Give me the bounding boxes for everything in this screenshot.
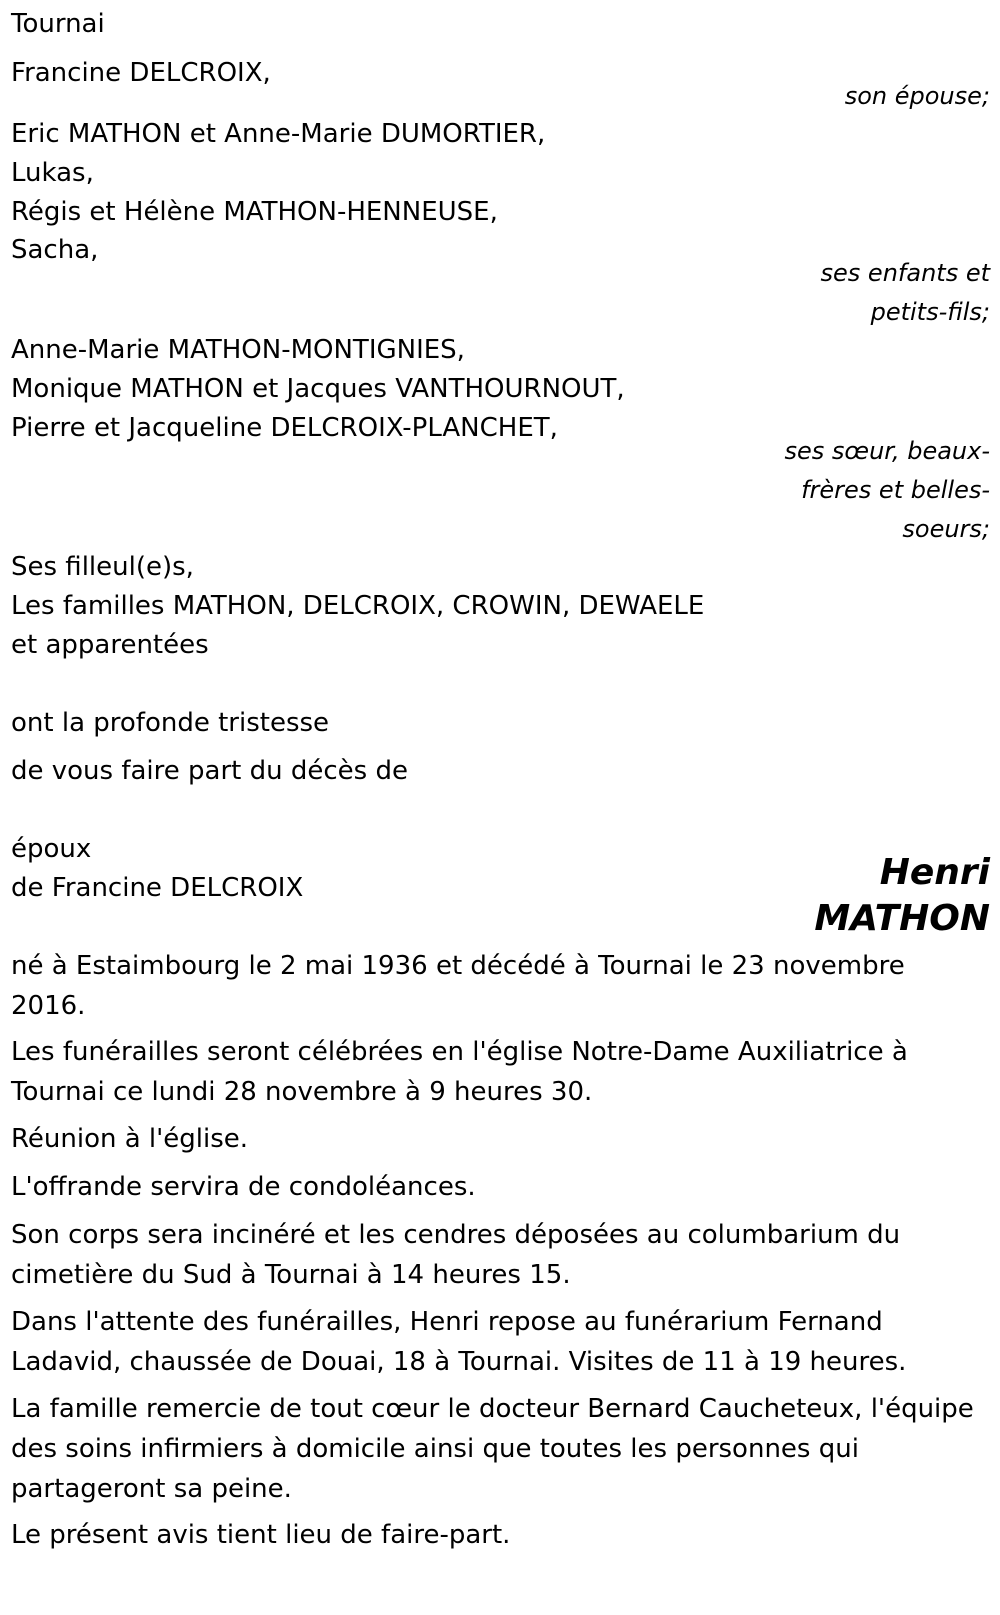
deceased-name bbox=[814, 850, 990, 942]
details-paragraph: né à Estaimbourg le 2 mai 1936 et décédé à Tournai le 23 novembre 2016. bbox=[11, 951, 905, 1021]
others-line: Les familles MATHON, DELCROIX, CROWIN, DEWAELE bbox=[11, 591, 705, 621]
others-line: Ses filleul(e)s, bbox=[11, 552, 194, 582]
spouse-relation: son épouse; bbox=[844, 82, 990, 110]
city-heading: Tournai bbox=[11, 9, 105, 39]
children-line: Régis et Hélène MATHON-HENNEUSE, bbox=[11, 197, 498, 227]
siblings-line: Pierre et Jacqueline DELCROIX-PLANCHET, bbox=[11, 413, 558, 443]
siblings-line: Monique MATHON et Jacques VANTHOURNOUT, bbox=[11, 374, 625, 404]
details-paragraph: L'offrande servira de condoléances. bbox=[11, 1172, 476, 1202]
details-paragraph: La famille remercie de tout cœur le docteur Bernard Caucheteux, l'équipe des soins infirmiers à domicile ainsi que toutes les personnes qui partageront sa peine. bbox=[11, 1394, 974, 1504]
children-line: Sacha, bbox=[11, 235, 99, 265]
announcement-line: ont la profonde tristesse bbox=[11, 708, 330, 738]
details-paragraph: Réunion à l'église. bbox=[11, 1124, 249, 1154]
deceased-first-name: Henri bbox=[879, 852, 990, 893]
children-relation: petits-fils; bbox=[870, 298, 990, 326]
children-line: Eric MATHON et Anne-Marie DUMORTIER, bbox=[11, 119, 546, 149]
siblings-line: Anne-Marie MATHON-MONTIGNIES, bbox=[11, 335, 465, 365]
deceased-last-name: MATHON bbox=[814, 898, 990, 939]
details-paragraph: Le présent avis tient lieu de faire-part. bbox=[11, 1520, 511, 1550]
deceased-epithet: époux bbox=[11, 834, 92, 864]
spouse-name: Francine DELCROIX, bbox=[11, 58, 271, 88]
others-line: et apparentées bbox=[11, 630, 209, 660]
siblings-relation: frères et belles- bbox=[801, 476, 990, 504]
details-paragraph: Dans l'attente des funérailles, Henri repose au funérarium Fernand Ladavid, chaussée de Douai, 18 à Tournai. Visites de 11 à 19 heures. bbox=[11, 1307, 907, 1377]
announcement-line: de vous faire part du décès de bbox=[11, 756, 408, 786]
deceased-epithet: de Francine DELCROIX bbox=[11, 873, 304, 903]
children-relation: ses enfants et bbox=[820, 259, 990, 287]
children-line: Lukas, bbox=[11, 158, 94, 188]
siblings-relation: soeurs; bbox=[902, 515, 990, 543]
details-paragraph: Son corps sera incinéré et les cendres déposées au columbarium du cimetière du Sud à Tournai à 14 heures 15. bbox=[11, 1220, 901, 1290]
siblings-relation: ses sœur, beaux- bbox=[784, 437, 990, 465]
details-paragraph: Les funérailles seront célébrées en l'église Notre-Dame Auxiliatrice à Tournai ce lundi 28 novembre à 9 heures 30. bbox=[11, 1037, 908, 1107]
